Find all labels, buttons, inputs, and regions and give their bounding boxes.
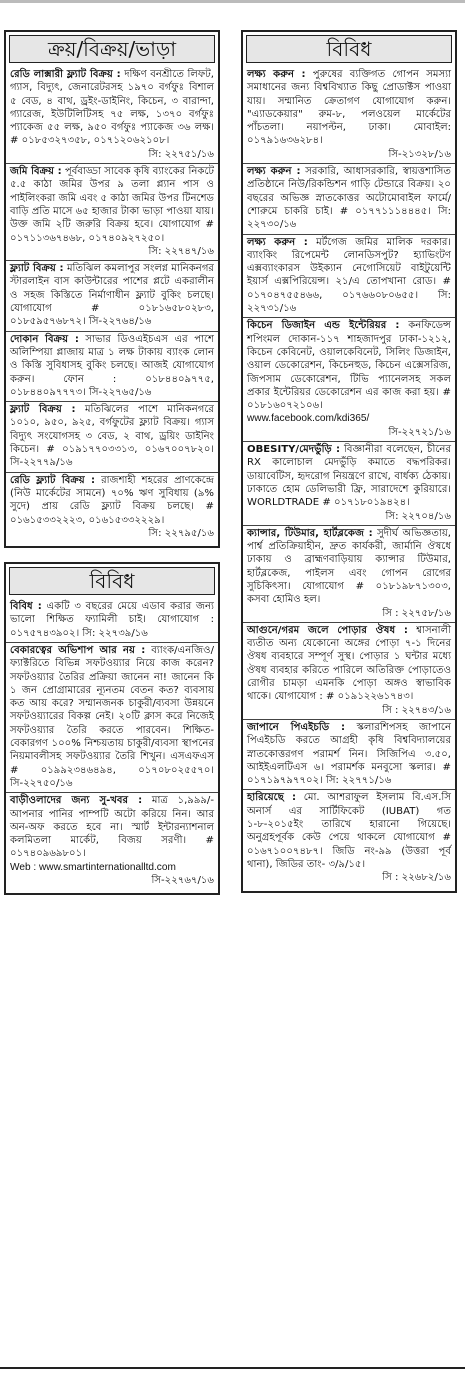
ad-text [247, 527, 451, 607]
ad-body: মর্টগেজ জমির মালিক দরকার। ব্যাংকিং রিপেমেন্ট লোনডিসপুট? হ্যাভিংটণ এক্সব্যাংকারস উইক্যান নেগোসিয়েট বাইটুয়েন্টি ইয়ার্স এক্সপিরিয়েন্স। ২১/এ তোপখানা রোড। # ০১৭০৪৭৫৫৪৬৬, ০১৭৬৬০৮০৬৫৫। সি: ২২৭৩১/১৬ [247, 236, 451, 315]
ad-body: সরকারি, আধাসরকারি, স্বায়ত্তশাসিত প্রতিষ্ঠানে নিউ/রিকন্ডিশন গাড়ি টেন্ডারে বিক্রয়। ২০ বছরের অভিজ্ঞ স্নাতকোত্তর অটোমোবাইল ফার্মে/শোরুমে চাকরি চাই। # ০১৭৭১১১৪৪৪৫। সি: ২২৭৩০/১৬ [247, 166, 451, 231]
ad-body: মো. আশরাফুল ইসলাম বি.এস.সি অনার্স এর সার্টিফিকেট (IUBAT) গত ১-৮-২০১৫ইং তারিখে হারানো গিয়েছে। অনুগ্রহপূর্বক কেউ পেয়ে থাকলে যোগাযোগ # ০১৬৭১০০৭৪৮৭। জিডি নং-৯৯ (উত্তরা পূর্ব থানা), জিডির তাং- ৩/৯/১৫। [247, 792, 451, 870]
left-column [4, 0, 220, 895]
ad-keyword: রেডি লাক্সারী ফ্ল্যাট বিক্রয় : [10, 69, 121, 80]
ad-keyword: OBESITY/মেদভুঁড়ি : [247, 444, 341, 456]
ad-body: একটি ৩ বছরের মেয়ে এডাব করার জন্য ভালো শিক্ষিত ফ্যামিলী চাই। যোগাযোগ : ০১৭৫৭৪৩৯০২। সি: ২২৭৩৯/১৬ [10, 601, 214, 639]
ad-text [247, 319, 451, 412]
ad-text [10, 262, 214, 328]
ad-code: সি : ২২৭৪৩/১৬ [382, 704, 451, 716]
ad-text [247, 68, 451, 148]
ad-body: কনফিডেন্স শপিংমল দোকান-১১৭ শাহজাদপুর ঢাকা-১২১২, কিচেন কেবিনেট, ওয়ালকেবিনেট, সিলিং ডিজাইন, ওয়াল ডেকোরেশন, কিচেনহুড, কিচেন এক্সেসরিজ, জিপসাম ডেকোরেশন, টিভি প্যানেলসহ সকল প্রকার ইন্টেরিয়র ডেকোরেশন এর কাজ করা হয়। # ০১৮১৬০৭২১০৬। [247, 320, 451, 412]
ad-keyword: লক্ষ্য করুন : [247, 69, 306, 80]
classified-ad [6, 67, 218, 164]
ad-body: বিজ্ঞানীরা বলেছেন, চীনের RX কালোচাল মেদভুঁড়ি কমাতে বদ্ধপরিকর। ডায়াবেটিস, হৃদরোগ নিয়ন্ত্রণে রাখে, বার্ধক্য ঠেকায়। ঢাকাতে হোম ডেলিভারী ফ্রি, সারাদেশে কুরিয়ারে। WORLDTRADE # ০১৭১৮০১৯৪২৪। [247, 444, 451, 509]
ad-list [6, 67, 218, 542]
ad-keyword: আগুনে/গরম জলে পোড়ার ঔষধ : [247, 624, 408, 636]
ad-body: মাত্র ১,৯৯৯/- আপনার পানির পাম্পটি অটো করিয়ে নিন। আর অন-অফ করতে হবে না। স্মার্ট ইন্টারন্যাশনাল কলমিতলা মার্কেট, বিজয় সরণী। # ০১৭৪০৯৬৯৮০১। [10, 795, 214, 860]
ad-text [10, 333, 214, 399]
ad-text [10, 403, 214, 469]
ad-body: সুদীর্ঘ অভিজ্ঞতায়, পার্শ্ব প্রতিক্রিয়াহীন, দ্রুত কার্যকরী, জার্মানি ঔষধে ঢাকায় ও ব্রাহ্মণবাড়িয়ায় ক্যান্সার টিউমার, হার্টব্লকেজ, পাইলস এবং গোপন রোগের সুচিকিৎসা। যোগাযোগ # ০১৮১৯৮৭১৩০৩, কসবা হোমিও হল। [247, 527, 451, 606]
ad-keyword: জমি বিক্রয় : [10, 166, 62, 178]
ad-code: সি: ২২৭৪৭/১৬ [148, 245, 214, 257]
ad-body: রাজশাহী শহরের প্রাণকেন্দ্রে (নিউ মার্কেটের সামনে) ৭০% ঋণ সুবিধায় (৯% সুদে) প্রায় রেডি ফ্ল্যাট বিক্রয় চলছে। # ০১৬১৫৩৩২২২৩, ০১৬১৫৩৩২২২৯। [10, 474, 214, 526]
ad-list [243, 67, 455, 887]
ad-keyword: ফ্ল্যাট বিক্রয় : [10, 263, 64, 275]
ad-list [6, 599, 218, 889]
ad-keyword: হারিয়েছে : [247, 792, 296, 804]
bottom-rule [0, 1367, 465, 1379]
ad-keyword: বেকারত্বের অভিশাপ আর নয় : [10, 644, 146, 656]
ad-text [247, 791, 451, 871]
ad-keyword: রেডি ফ্ল্যাট বিক্রয় : [10, 474, 96, 486]
ad-text [10, 794, 214, 860]
ad-body: পূর্ববাড্ডা সাবেক কৃষি ব্যাংকের নিকটে ৫.৫ কাঠা জমির উপর ৯ তলা প্ল্যান পাস ও পাইলিংকরা জমি এবং ৫ কাঠা জমির উপর টিনশেড বাড়ি প্রতি মাসে ৬৫ হাজার টাকা ভাড়া পাওয়া যায়। উক্ত জমি ২টি জরুরি বিক্রয় হবে। যোগাযোগ # ০১৭১১৩৬৭৪৬৮, ০১৭৪০৯২৭২৫০। [10, 166, 214, 244]
classified-ad [6, 473, 218, 542]
ad-body: শ্বাসনালী ব্যতীত অন্য যেকোনো অঙ্গের পোড়া ৭-১ দিনের ঔষধ ব্যবহারে সম্পূর্ণ সুস্থ। পোড়ার ১ ঘন্টার মধ্যে ঔষধ ব্যবহার করিতে পারিলে অতিরিক্ত পোড়াতেও রোগীর চামড়া এমনকি পোড়া অঙ্গও স্বাভাবিক থাকে। যোগাযোগ : # ০১৯১২২৬১৭৪৩। [247, 624, 451, 703]
classified-ad [243, 318, 455, 442]
ad-keyword: লক্ষ্য করুন : [247, 236, 308, 248]
ad-text [247, 236, 451, 316]
buy-sell-rent-section [4, 30, 220, 548]
ad-text [10, 644, 214, 790]
classified-ad [6, 402, 218, 472]
ad-keyword: কিচেন ডিজাইন এন্ড ইন্টেরিয়র : [247, 320, 400, 332]
ad-keyword: লক্ষ্য করুন : [247, 166, 301, 178]
ad-code: সি: ২২৭০৪/১৬ [385, 510, 451, 522]
ad-text [10, 165, 214, 245]
classified-ad [243, 442, 455, 526]
classified-ad [243, 164, 455, 234]
section-header: বিবিধ [246, 35, 452, 63]
ad-code: সি: ২২৭৯৫/১৬ [148, 527, 214, 539]
ad-body: মতিঝিলের পাশে মানিকনগরে ১০১০, ৯৫০, ৯২৫, বর্গফুটের ফ্ল্যাট বিক্রয়। গ্যাস বিদ্যুৎ সংযোগসহ ৩ বেড, ২ বাথ, ড্রয়িং ডাইনিং কিচেন। # ০১৯১৭৭০৩৩১৩, ০১৬৭০০৭৮২০। সি-২২৭৭৯/১৬ [10, 404, 214, 469]
ad-text [247, 443, 451, 509]
classified-ad [243, 720, 455, 790]
ad-text [247, 165, 451, 231]
ad-code: সি-২২৭৬৭/১৬ [151, 875, 214, 887]
classified-ad [243, 623, 455, 720]
ad-keyword: জাপানে পিএইচডি : [247, 721, 346, 733]
ad-code: সি : ২২৭৫৮/১৬ [382, 607, 451, 619]
ad-body: মতিঝিল কমলাপুর সংলগ্ন মানিকনগর স্টারলাইন বাস কাউন্টারের পাশের প্লটে একরালীন ও সহজ কিস্তিতে নির্মাণাধীন ফ্ল্যাট বুকিং চলছে। যোগাযোগ # ০১৮১৬৫৮০২৮৩, ০১৮৫৯৫৭৬৮৭২। সি-২২৭৬৪/১৬ [10, 263, 214, 328]
misc-section-left [4, 562, 220, 895]
classified-ad [6, 793, 218, 889]
ad-text [10, 600, 214, 640]
classified-ad [6, 164, 218, 261]
classified-ad [6, 643, 218, 793]
ad-body: পুরুষের ব্যক্তিগত গোপন সমস্যা সমাধানের জন্য বিশ্ববিখ্যাত কিছু প্রোডাক্টস পাওয়া যায়। সম্মানিত ক্রেতাগণ যোগাযোগ করুন। "এ্যাডকেয়ার" রুম-৮, পলওয়েল মার্কেটের পাঁচতলা। নয়াপল্টন, ঢাকা। মোবাইল: ০১৭৯১৬৩৬২৮৪। [247, 69, 452, 147]
section-header: বিবিধ [9, 567, 215, 595]
classified-ad [6, 332, 218, 402]
ad-web-link[interactable]: Web : www.smartinternationalltd.com [10, 861, 176, 873]
classified-ad [6, 599, 218, 643]
classified-ad [243, 526, 455, 623]
classified-ad [6, 261, 218, 331]
ad-text [10, 68, 214, 148]
ad-body: ব্যাংক/এনজিও/ফ্যাক্টরিতে বিভিন্ন সফটওয়্যার নিয়ে কাজ করেন? সফটওয়্যার তৈরির প্রক্রিয়া জানেন না! জানেন কি ১ জন প্রোগ্রামারের ন্যূনতম বেতন কত? ব্যবসায় কত আয় করে? সম্মানজনক চাকুরী/ব্যবসা উন্নয়নে সফটওয়্যারের বিকল্প নেই। ২০টি ক্লাস করে নিজেই সফটওয়্যার তৈরি করতে পারবেন। শিক্ষিত-বেকারগণ ১০০% নিশ্চয়তায় চাকুরী/ব্যবসা স্থাপনের নিয়মাবলীসহ সফটওয়্যার তৈরি শিখুন। এসএফএস # ০১৯৯২৩৪৬৪৯৪, ০১৭০৮০২৫৫৭০। সি-২২৭৫০/১৬ [10, 644, 214, 789]
ad-keyword: বাড়ীওলাদের জন্য সু-খবর : [10, 795, 143, 807]
section-header: ক্রয়/বিক্রয়/ভাড়া [9, 35, 215, 63]
misc-section-right [241, 30, 457, 893]
ad-code: সি: ২২৭৫১/১৬ [148, 148, 214, 160]
classified-ad [243, 67, 455, 164]
ad-keyword: ক্যান্সার, টিউমার, হার্টব্লকেজ : [247, 527, 373, 539]
ad-code: সি-২১৩২৮/১৬ [388, 148, 451, 160]
ad-text [10, 474, 214, 527]
ad-keyword: ফ্ল্যাট বিক্রয় : [10, 404, 76, 416]
ad-code: সি-২২৭২১/১৬ [388, 426, 451, 438]
ad-web-link[interactable]: www.facebook.com/kdi365/ [247, 413, 370, 425]
ad-body: স্কলারশিপসহ জাপানে পিএইচডি করতে আগ্রহী কৃষি বিশ্ববিদ্যালয়ের স্নাতকোত্তরগণ পরামর্শ নিন। সিজিপিএ ৩.৫০, আইইএলটিএস ৬। পরামর্শক মনবুসো স্কলার। # ০১৭১৯৭৯৭৭০২। সি: ২২৭৭১/১৬ [247, 721, 451, 787]
ad-body: দক্ষিণ বনশ্রীতে লিফট, গ্যাস, বিদ্যুৎ, জেনারেটরসহ ১৯৭০ বর্গফুঃ বিশাল ৫ বেড, ৪ বাথ, ড্রইং-ডাইনিং, কিচেন, ৩ বারান্দা, গ্যারেজ, ইউটিলিটিসহ ৭৫ লক্ষ, ১৩৭০ বর্গফুঃ প্যাকেজ ৫৫ লক্ষ, ৯৫০ বর্গফুঃ প্যাকেজ ৩৬ লক্ষ। # ০১৮৫৩২৭৩৫৮, ০১৭১২০৬২১০৮। [10, 69, 214, 147]
ad-text [247, 721, 451, 787]
right-column [241, 0, 457, 893]
ad-keyword: দোকান বিক্রয় : [10, 333, 79, 345]
classified-ad [243, 235, 455, 319]
ad-body: সাভার ডিওএইচএস এর পাশে অলিম্পিয়া প্লাজায় মাত্র ১ লক্ষ টাকায় ব্যাংক লোন ও কিস্তি সুবিধাসহ বুকিং চলছে। আজই যোগাযোগ করুন। ফোন : ০১৮৪৪০৯৭৭৫, ০১৮৪৪০৯৭৭৭৩। সি-২২৭৬৫/১৬ [10, 333, 215, 398]
classified-ad [243, 790, 455, 886]
ad-code: সি : ২২৬৮২/১৬ [382, 872, 451, 884]
ad-keyword: বিবিধ : [10, 601, 42, 613]
ad-text [247, 624, 451, 704]
